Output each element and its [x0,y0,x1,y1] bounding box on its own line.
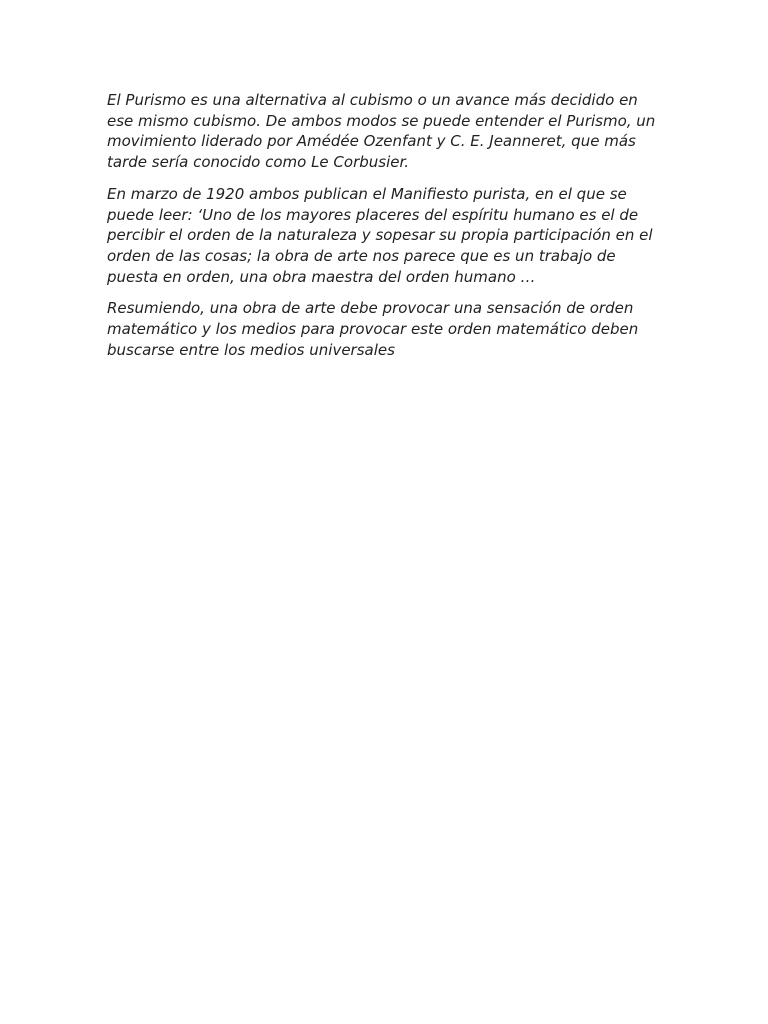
paragraph-purismo-intro: El Purismo es una alternativa al cubismo o un avance más decidido en ese mismo cubismo. De ambos modos se puede entender el Purismo, un movimiento liderado por Amédée Ozenfant y C. E. Jeanneret, que más tarde sería conocido como Le Corbusier. [107,91,656,172]
paragraph-manifiesto: En marzo de 1920 ambos publican el Manifiesto purista, en el que se puede leer: ‘Uno de los mayores placeres del espíritu humano es el de percibir el orden de la naturaleza y sopesar su propia participación en el orden de las cosas; la obra de arte nos parece que es un trabajo de puesta en orden, una obra maestra del orden humano … [107,184,653,286]
document-body [107,90,663,371]
paragraph-resumiendo: Resumiendo, una obra de arte debe provocar una sensación de orden matemático y los medios para provocar este orden matemático deben buscarse entre los medios universales [107,299,639,359]
